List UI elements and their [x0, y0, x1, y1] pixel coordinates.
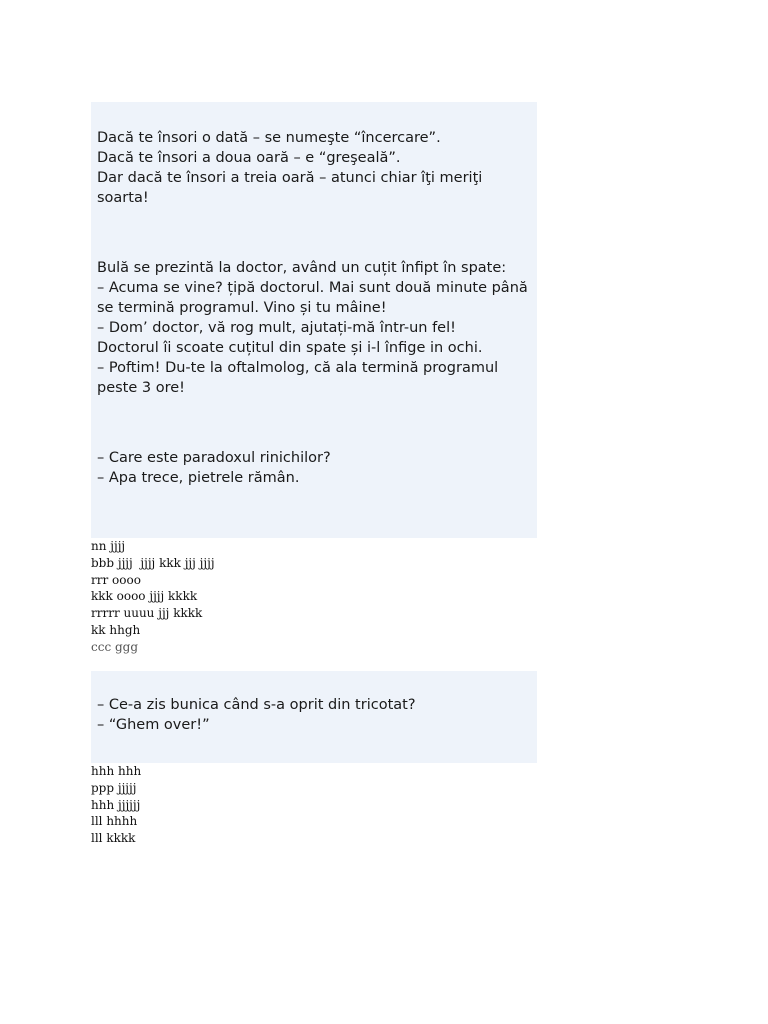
- filler-notes-1: [91, 538, 215, 656]
- joke-line: – Care este paradoxul rinichilor?: [97, 450, 331, 466]
- joke-line: – Acuma se vine? țipă doctorul. Mai sunt două minute până se termină programul. Vino și tu mâine!: [97, 280, 528, 316]
- note-line: lll kkkk: [91, 831, 136, 846]
- note-line: lll hhhh: [91, 814, 138, 829]
- filler-notes-2: [91, 763, 141, 847]
- joke-bula-doctor: [97, 258, 531, 398]
- note-line: hhh hhh: [91, 764, 142, 778]
- joke-kidneys: [97, 448, 531, 488]
- note-line: ccc ggg: [91, 639, 139, 654]
- joke-line: Dar dacă te însori a treia oară – atunci chiar îţi meriţi soarta!: [97, 170, 483, 206]
- joke-line: – Poftim! Du-te la oftalmolog, că ala termină programul peste 3 ore!: [97, 360, 499, 396]
- joke-line: – Ce-a zis bunica când s-a oprit din tricotat?: [97, 697, 416, 713]
- note-line: ppp jjjjj: [91, 780, 137, 795]
- joke-line: Bulă se prezintă la doctor, având un cuțit înfipt în spate:: [97, 260, 507, 276]
- joke-marriage: [97, 128, 531, 208]
- joke-line: – “Ghem over!”: [97, 717, 210, 733]
- joke-line: – Dom’ doctor, vă rog mult, ajutați-mă într-un fel!: [97, 320, 456, 336]
- jokes-box-1: [91, 102, 537, 538]
- note-line: hhh jjjjjj: [91, 797, 141, 812]
- joke-grandma-knitting: [97, 695, 531, 735]
- note-line: nn jjjj: [91, 539, 126, 553]
- note-line: kk hhgh: [91, 622, 141, 637]
- joke-line: Dacă te însori o dată – se numeşte “încercare”.: [97, 130, 441, 146]
- joke-line: – Apa trece, pietrele rămân.: [97, 470, 300, 486]
- note-line: rrr oooo: [91, 572, 141, 587]
- jokes-box-2: [91, 671, 537, 763]
- note-line: bbb jjjj jjjj kkk jjj jjjj: [91, 555, 215, 570]
- joke-line: Doctorul îi scoate cuțitul din spate și i-l înfige in ochi.: [97, 340, 483, 356]
- joke-line: Dacă te însori a doua oară – e “greşeală”.: [97, 150, 401, 166]
- note-line: rrrrr uuuu jjj kkkk: [91, 606, 203, 621]
- note-line: kkk oooo jjjj kkkk: [91, 589, 198, 604]
